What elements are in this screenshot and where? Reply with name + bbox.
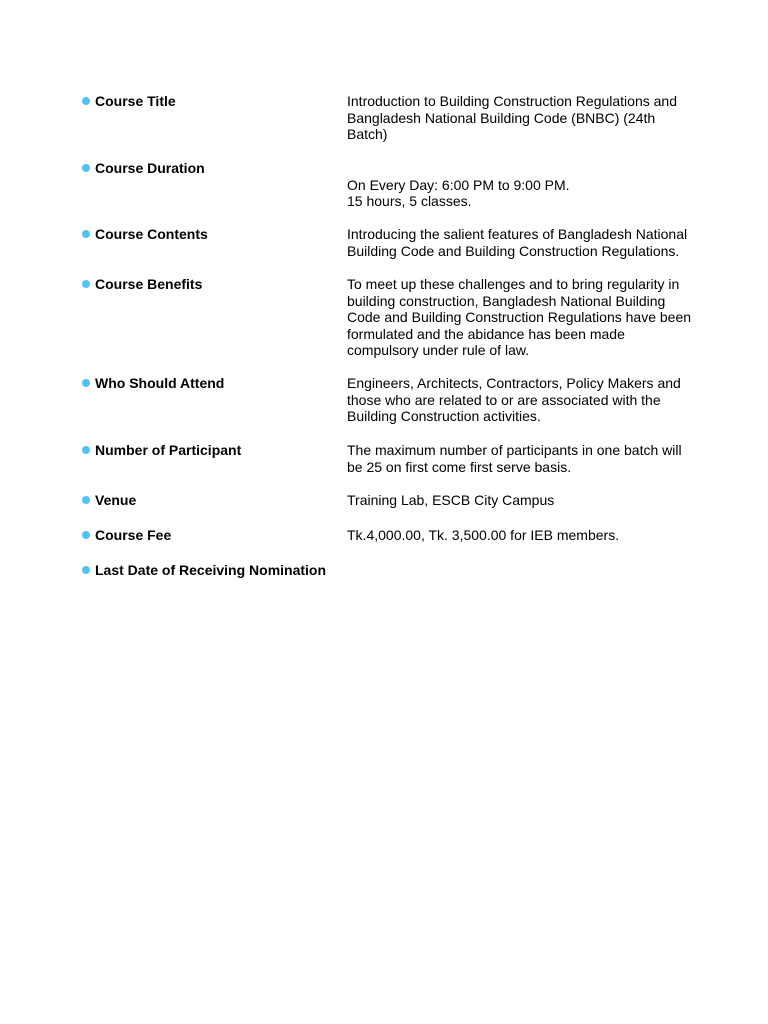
- bullet-icon: [82, 230, 90, 238]
- bullet-icon: [82, 531, 90, 539]
- value-line: To meet up these challenges and to bring regularity in: [347, 276, 680, 292]
- row-value: [347, 276, 692, 359]
- label-text: Who Should Attend: [95, 375, 225, 391]
- row-label: [82, 93, 342, 110]
- value-line: Introduction to Building Construction Regulations and: [347, 93, 677, 109]
- row-label: [82, 562, 342, 579]
- row-value: [347, 527, 692, 544]
- row-label: [82, 527, 342, 544]
- value-line: 15 hours, 5 classes.: [347, 193, 472, 209]
- value-line: Tk.4,000.00, Tk. 3,500.00 for IEB members.: [347, 527, 620, 543]
- bullet-icon: [82, 379, 90, 387]
- row-label: [82, 442, 342, 459]
- label-text: Course Contents: [95, 226, 208, 242]
- row-label: [82, 160, 342, 177]
- row-label: [82, 375, 342, 392]
- row-value: [347, 93, 692, 143]
- row-value: [347, 492, 692, 509]
- row-label: [82, 226, 342, 243]
- value-line: Building Code and Building Construction Regulations.: [347, 242, 680, 259]
- value-line: The maximum number of participants in one batch will: [347, 442, 682, 458]
- value-line: compulsory under rule of law.: [347, 342, 530, 358]
- row-value: [347, 375, 692, 425]
- row-value: [347, 177, 692, 210]
- value-line: be 25 on first come first serve basis.: [347, 458, 572, 475]
- label-text: Course Title: [95, 93, 176, 109]
- bullet-icon: [82, 566, 90, 574]
- value-line: Engineers, Architects, Contractors, Policy Makers and: [347, 375, 681, 391]
- value-line: Building Construction activities.: [347, 408, 541, 424]
- value-line: Batch): [347, 126, 388, 142]
- value-line: Introducing the salient features of Bangladesh National: [347, 226, 688, 242]
- row-value: [347, 442, 692, 475]
- value-line: building construction, Bangladesh National Building: [347, 292, 666, 309]
- bullet-icon: [82, 164, 90, 172]
- label-text: Last Date of Receiving Nomination: [95, 562, 327, 578]
- label-text: Course Duration: [95, 160, 205, 176]
- bullet-icon: [82, 280, 90, 288]
- label-text: Number of Participant: [95, 442, 242, 458]
- row-value: [347, 226, 692, 259]
- value-line: formulated and the abidance has been made: [347, 325, 625, 342]
- bullet-icon: [82, 446, 90, 454]
- row-label: [82, 276, 342, 293]
- label-text: Course Benefits: [95, 276, 203, 292]
- bullet-icon: [82, 496, 90, 504]
- label-text: Course Fee: [95, 527, 172, 543]
- value-line: On Every Day: 6:00 PM to 9:00 PM.: [347, 176, 570, 193]
- bullet-icon: [82, 97, 90, 105]
- value-line: Code and Building Construction Regulations have been: [347, 309, 692, 325]
- row-label: [82, 492, 342, 509]
- value-line: those who are related to or are associated with the: [347, 391, 661, 408]
- label-text: Venue: [95, 492, 137, 508]
- value-line: Bangladesh National Building Code (BNBC) (24th: [347, 109, 656, 126]
- value-line: Training Lab, ESCB City Campus: [347, 492, 555, 508]
